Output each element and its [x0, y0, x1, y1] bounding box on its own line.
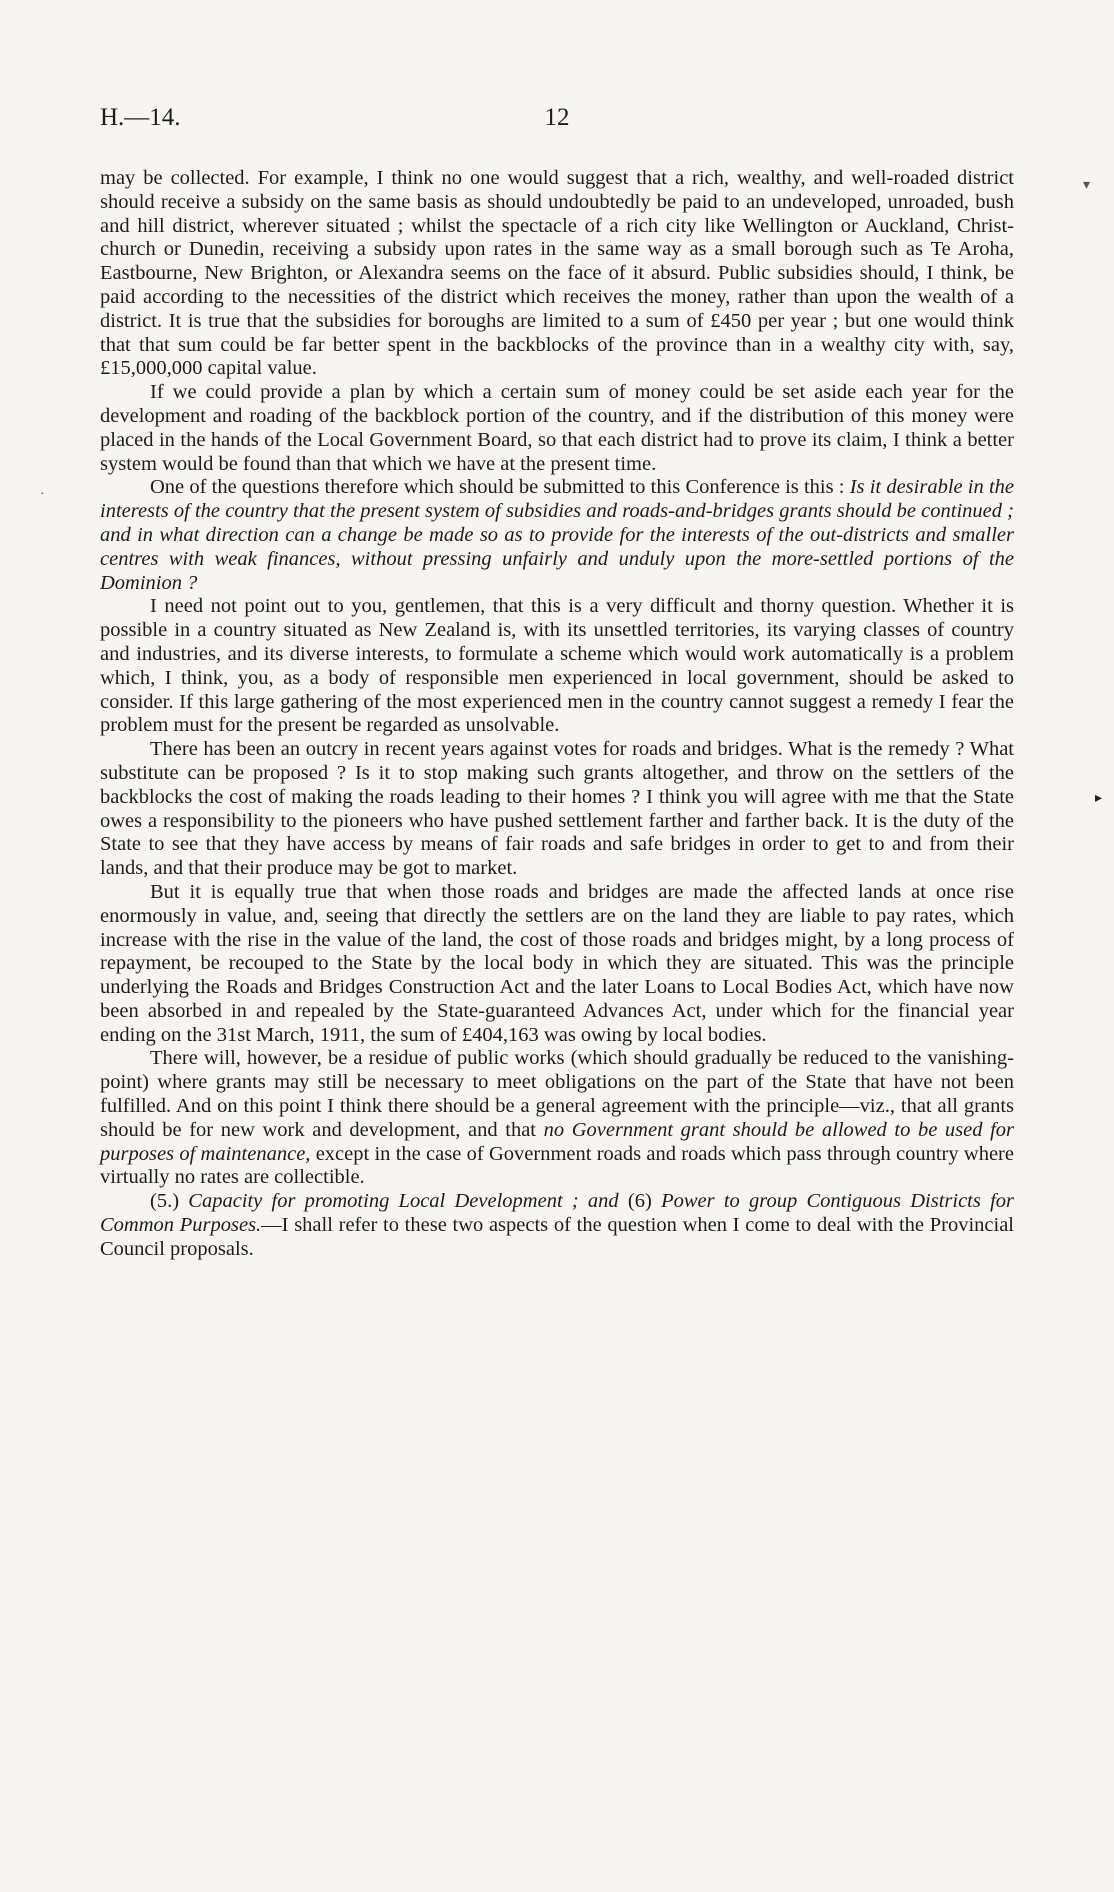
section-heading: Power to group Contiguous Districts for Common Purposes.: [100, 1190, 1014, 1237]
paragraph: [100, 1190, 1014, 1261]
paragraph: [100, 476, 1014, 595]
paragraph: I need not point out to you, gentlemen, that this is a very difficult and thorny question. Whether it is possible in a country situated as New Zealand is, with its unsettled territories, its varying classes of country and industries, and its diverse interests, to formulate a scheme which would work automatically is a problem which, I think, you, as a body of responsible men experienced in local government, should be asked to consider. If this large gathering of the most experienced men in the country cannot suggest a remedy I fear the problem must for the present be regarded as unsolvable.: [100, 595, 1014, 737]
section-number: (6): [618, 1190, 662, 1213]
paragraph: There has been an outcry in recent years against votes for roads and bridges. What is the remedy ? What substitute can be proposed ? Is it to stop making such grants altogether, and throw on the settlers of the backblocks the cost of making the roads leading to their homes ? I think you will agree with me that the State owes a responsibility to the pioneers who have pushed settlement farther and farther back. It is the duty of the State to see that they have access by means of fair roads and safe bridges in order to get to and from their lands, and that their produce may be got to market.: [100, 738, 1014, 880]
page-header: [100, 104, 1014, 138]
section-heading: Capacity for promoting Local Development ; and: [188, 1190, 619, 1213]
paragraph: But it is equally true that when those roads and bridges are made the affected lands at once rise enormously in value, and, seeing that directly the settlers are on the land they are liable to pay rates, which increase with the rise in the value of the land, the cost of those roads and bridges might, by a long process of repayment, be recouped to the State by the local body in which they are situated. This was the principle underlying the Roads and Bridges Construction Act and the later Loans to Local Bodies Act, which have now been absorbed in and repealed by the State-guaranteed Advances Act, under which for the financial year ending on the 31st March, 1911, the sum of £404,163 was owing by local bodies.: [100, 880, 1014, 1046]
emphasis-text: no Government grant should be allowed to be used for purposes of maintenance,: [100, 1118, 1015, 1165]
paragraph: [100, 1047, 1014, 1190]
paragraph-text: except in the case of Government roads and roads which pass through country where virtually no rates are collectible.: [100, 1142, 1014, 1189]
document-body: [100, 167, 1014, 1262]
question-italic-text: Is it desirable in the interests of the country that the present system of subsidies and roads-and-bridges grants should be continued ; and in what direction can a change be made so as to provide for the interests of the out-districts and smaller centres with weak finances, without pressing unfairly and unduly upon the more-settled portions of the Dominion ?: [100, 476, 1015, 594]
document-reference: H.—14.: [100, 104, 181, 131]
paragraph: If we could provide a plan by which a certain sum of money could be set aside each year for the development and roading of the backblock portion of the country, and if the distribution of this money were placed in the hands of the Local Government Board, so that each district had to prove its claim, I think a better system would be found than that which we have at the present time.: [100, 381, 1014, 475]
paragraph-text: One of the questions therefore which should be submitted to this Conference is this :: [150, 476, 850, 499]
paragraph-text: —I shall refer to these two aspects of the question when I come to deal with the Provincial Council proposals.: [100, 1214, 1014, 1260]
section-number: (5.): [150, 1190, 189, 1213]
margin-mark: ·: [40, 487, 45, 502]
paragraph-text: There will, however, be a residue of public works (which should gradually be reduced to the vanishing-point) where grants may still be necessary to meet obligations on the part of the State that have not been fulfilled. And on this point I think there should be a general agreement with the principle—viz., that all grants should be for new work and development, and that: [100, 1047, 1014, 1141]
paragraph: may be collected. For example, I think no one would suggest that a rich, wealthy, and well-roaded district should receive a subsidy on the same basis as should undoubtedly be paid to an undeveloped, unroaded, bush and hill district, wherever situated ; whilst the spectacle of a rich city like Wellington or Auckland, Christchurch or Dunedin, receiving a subsidy upon rates in the same way as a small borough such as Te Aroha, Eastbourne, New Brighton, or Alexandra seems on the face of it absurd. Public subsidies should, I think, be paid according to the necessities of the district which receives the money, rather than upon the wealth of a district. It is true that the subsidies for boroughs are limited to a sum of £450 per year ; but one would think that that sum could be far better spent in the backblocks of the province than in a wealthy city with, say, £15,000,000 capital value.: [100, 167, 1014, 380]
page-number: 12: [544, 104, 570, 131]
margin-mark: ▾: [1083, 178, 1091, 193]
margin-mark: ▸: [1095, 791, 1103, 806]
